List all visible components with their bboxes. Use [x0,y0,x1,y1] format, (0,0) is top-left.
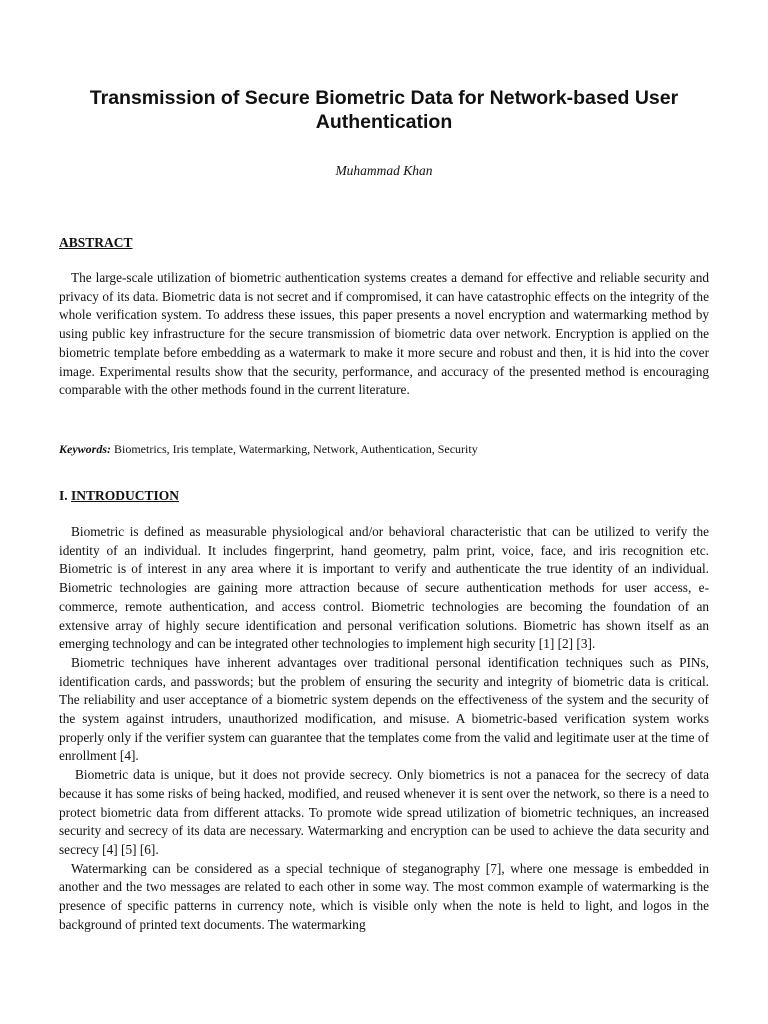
introduction-number: I. [59,488,68,503]
keywords-list: Biometrics, Iris template, Watermarking, Network, Authentication, Security [114,442,478,456]
intro-paragraph-4: Watermarking can be considered as a special technique of steganography [7], where one message is embedded in another and the two messages are related to each other in some way. The most common example of watermarking is the presence of specific patterns in currency note, which is visible only when the note is held to light, and logos in the background of printed text documents. The watermarking [59,860,709,932]
intro-paragraph-2: Biometric techniques have inherent advantages over traditional personal identification techniques such as PINs, identification cards, and passwords; but the problem of ensuring the security and integrity of biometric data is critical. The reliability and user acceptance of a biometric system depends on the effectiveness of the system and the security of the system against intruders, unauthorized modification, and misuse. A biometric-based verification system works properly only if the verifier system can guarantee that the templates come from the valid and legitimate user at the time of enrollment [4]. [59,654,709,764]
intro-paragraph-3: Biometric data is unique, but it does not provide secrecy. Only biometrics is not a panacea for the secrecy of data because it has some risks of being hacked, modified, and reused whenever it is sent over the network, so there is a need to protect biometric data from different attacks. To promote wide spread utilization of biometric techniques, an increased security and secrecy of its data are necessary. Watermarking and encryption can be used to achieve the data security and secrecy [4] [5] [6]. [59,767,709,857]
introduction-heading [59,487,179,505]
introduction-body [59,523,709,963]
keywords-label: Keywords: [59,442,111,456]
paper-title: Transmission of Secure Biometric Data for Network-based User Authentication [89,87,679,133]
abstract-heading [59,234,133,252]
paper-author: Muhammad Khan [335,163,433,178]
keywords-line [59,441,709,458]
abstract-heading-text: ABSTRACT [59,235,133,250]
abstract-text: The large-scale utilization of biometric authentication systems creates a demand for effective and reliable security and privacy of its data. Biometric data is not secret and if compromised, it can have catastrophic effects on the integrity of the whole verification system. To address these issues, this paper presents a novel encryption and watermarking method by using public key infrastructure for the secure transmission of biometric data over network. Encryption is applied on the biometric template before embedding as a watermark to make it more secure and robust and then, it is hid into the cover image. Experimental results show that the security, performance, and accuracy of the presented method is encouraging comparable with the other methods found in the current literature. [59,270,709,398]
introduction-heading-text: INTRODUCTION [71,488,180,503]
intro-paragraph-1: Biometric is defined as measurable physiological and/or behavioral characteristic that can be utilized to verify the identity of an individual. It includes fingerprint, hand geometry, palm print, voice, face, and iris recognition etc. Biometric is of interest in any area where it is important to verify and authenticate the true identity of an individual. Biometric technologies are gaining more attraction because of secure authentication methods for user access, e-commerce, remote authentication, and access control. Biometric technologies are becoming the foundation of an extensive array of highly secure identification and personal verification solutions. Biometric has shown itself as an emerging technology and can be integrated other technologies to implement high security [1] [2] [3]. [59,524,709,652]
